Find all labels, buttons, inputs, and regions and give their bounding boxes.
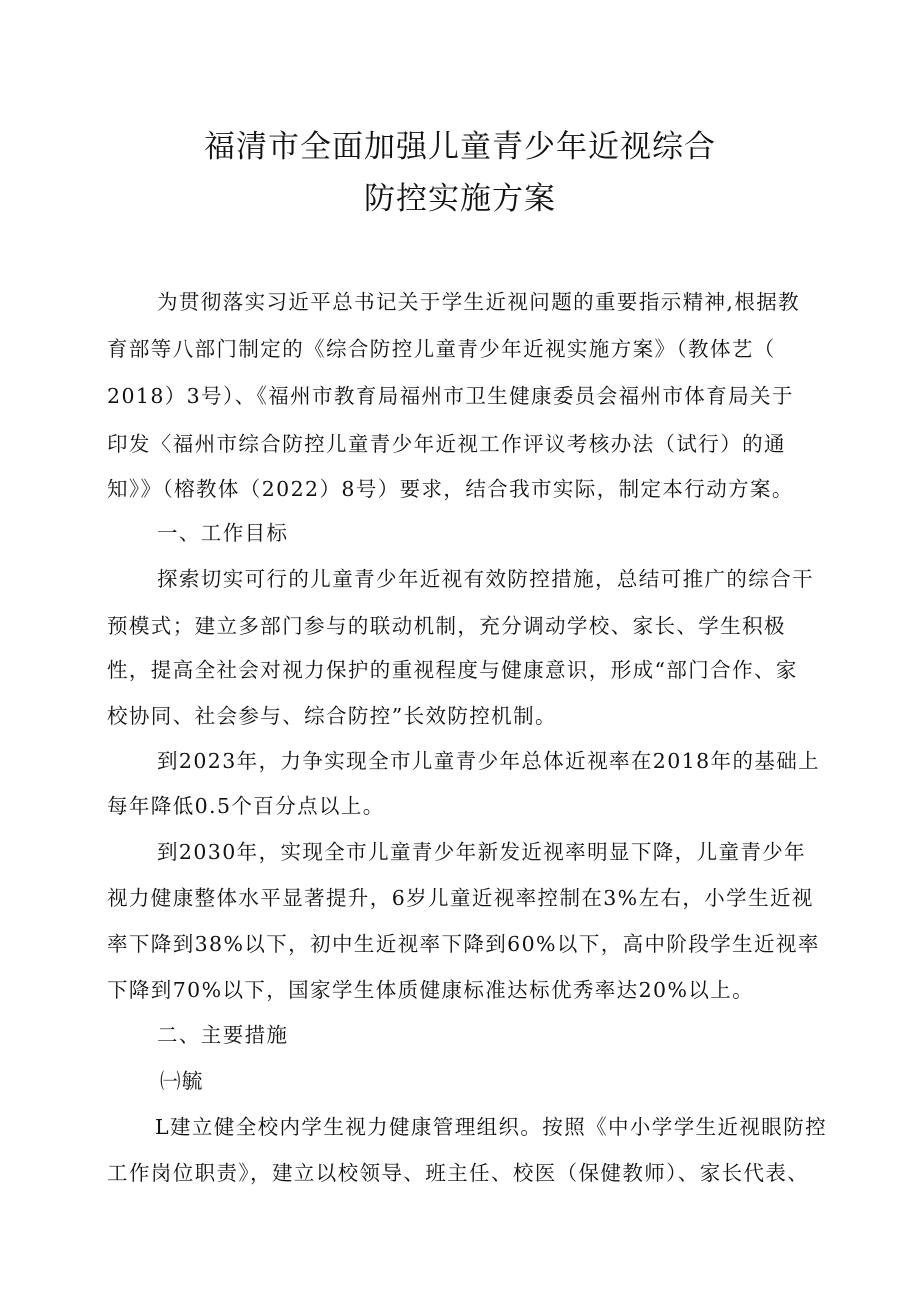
body-line-2: 育部等八部门制定的《综合防控儿童青少年近视实施方案》（教体艺（	[107, 337, 776, 361]
body-line-15: 率下降到38%以下，初中生近视率下降到60%以下，高中阶段学生近视率	[107, 932, 820, 956]
body-line-8: 预模式；建立多部门参与的联动机制，充分调动学校、家长、学生积极	[107, 614, 786, 638]
body-line-4: 印发〈福州市综合防控儿童青少年近视工作评议考核办法（试行）的通	[107, 432, 786, 456]
body-line-12: 每年降低0.5个百分点以上。	[107, 794, 385, 818]
body-line-13: 到2030年，实现全市儿童青少年新发近视率明显下降，儿童青少年	[157, 840, 807, 864]
section-heading-measures: 二、主要措施	[157, 1023, 289, 1047]
body-line-16: 下降到70%以下，国家学生体质健康标准达标优秀率达20%以上。	[107, 978, 755, 1002]
body-line-10: 校协同、社会参与、综合防控”长效防控机制。	[107, 704, 557, 728]
body-line-1: 为贯彻落实习近平总书记关于学生近视问题的重要指示精神,根据教	[157, 290, 801, 314]
body-line-3: 2018）3号）、《福州市教育局福州市卫生健康委员会福州市体育局关于	[107, 384, 794, 408]
body-line-7: 探索切实可行的儿童青少年近视有效防控措施，总结可推广的综合干	[157, 567, 814, 591]
body-line-20: 工作岗位职责》，建立以校领导、班主任、校医（保健教师）、家长代表、	[107, 1161, 810, 1185]
document-title-line-1: 福清市全面加强儿童青少年近视综合	[204, 129, 716, 165]
body-line-5: 知》》（榕教体（2022）8号）要求，结合我市实际，制定本行动方案。	[107, 477, 794, 501]
subsection-heading: ㈠毓	[160, 1069, 204, 1093]
section-heading-goals: 一、工作目标	[157, 521, 289, 545]
document-title-line-2: 防控实施方案	[364, 181, 556, 217]
body-line-14: 视力健康整体水平显著提升，6岁儿童近视率控制在3%左右，小学生近视	[107, 886, 814, 910]
body-line-11: 到2023年，力争实现全市儿童青少年总体近视率在2018年的基础上	[157, 749, 821, 773]
body-line-19: L建立健全校内学生视力健康管理组织。按照《中小学学生近视眼防控	[155, 1115, 828, 1139]
body-line-9: 性，提高全社会对视力保护的重视程度与健康意识，形成“部门合作、家	[107, 658, 798, 682]
